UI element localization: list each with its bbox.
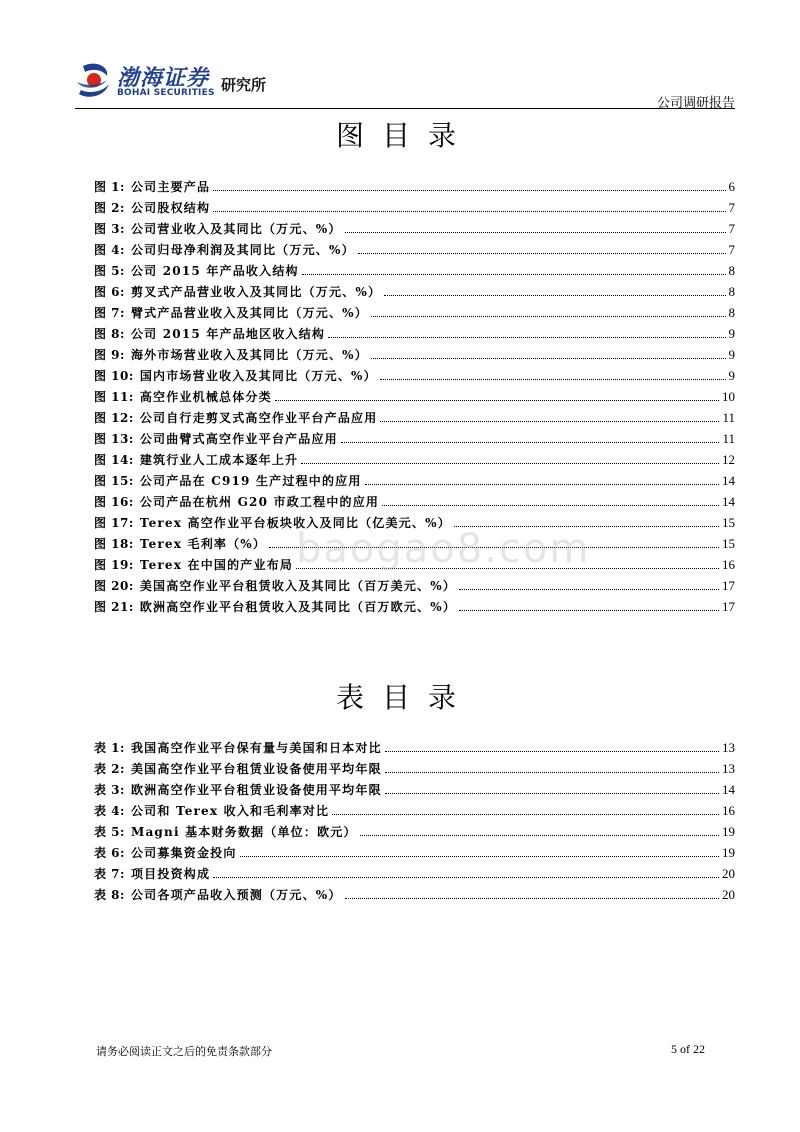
toc-entry-label: 表 1: [94, 741, 125, 755]
toc-entry-page: 7 [728, 200, 735, 215]
toc-entry-page: 20 [722, 866, 735, 881]
toc-entry-page: 15 [722, 536, 735, 551]
toc-entry-page: 8 [728, 263, 735, 278]
toc-entry[interactable] [94, 594, 735, 615]
toc-entry-page: 16 [722, 557, 735, 572]
toc-entry-text: Magni 基本财务数据（单位：欧元） [130, 825, 357, 839]
toc-entry-label: 图 17: [94, 516, 134, 530]
toc-entry-page: 20 [722, 887, 735, 902]
toc-entry-page: 14 [722, 782, 735, 797]
toc-entry[interactable] [94, 237, 735, 258]
report-type: 公司调研报告 [656, 96, 735, 111]
toc-entry-label: 图 15: [94, 474, 134, 488]
toc-entry-text: Terex 毛利率（%） [139, 537, 267, 551]
toc-entry-label: 图 8: [94, 327, 125, 341]
toc-entry-label: 图 11: [94, 390, 134, 404]
toc-entry[interactable] [94, 882, 735, 903]
toc-leader-dots [240, 856, 719, 857]
toc-leader-dots [302, 274, 726, 275]
toc-entry[interactable] [94, 756, 735, 777]
toc-entry-page: 6 [728, 179, 735, 194]
toc-entry-text: 海外市场营业收入及其同比（万元、%） [130, 348, 368, 362]
toc-entry-text: 公司股权结构 [130, 201, 211, 215]
toc-entry-text: 公司各项产品收入预测（万元、%） [130, 888, 342, 902]
toc-entry-page: 7 [728, 242, 735, 257]
toc-entry-page: 15 [722, 515, 735, 530]
toc-leader-dots [275, 400, 719, 401]
toc-leader-dots [358, 253, 726, 254]
toc-leader-dots [332, 814, 719, 815]
toc-entry-label: 图 14: [94, 453, 134, 467]
toc-entry-text: 公司曲臂式高空作业平台产品应用 [139, 432, 338, 446]
toc-leader-dots [213, 190, 725, 191]
logo-chinese-name: 渤海证券 [117, 66, 210, 91]
toc-entry-text: Terex 在中国的产业布局 [139, 558, 294, 572]
toc-entry[interactable] [94, 174, 735, 195]
toc-entry[interactable] [94, 321, 735, 342]
toc-entry[interactable] [94, 405, 735, 426]
toc-entry-text: 公司归母净利润及其同比（万元、%） [130, 243, 355, 257]
toc-entry-label: 表 5: [94, 825, 125, 839]
figures-toc-title: 图目录 [335, 119, 474, 152]
toc-entry-text: 欧洲高空作业平台租赁业设备使用平均年限 [130, 783, 382, 797]
toc-entry-text: 建筑行业人工成本逐年上升 [139, 453, 299, 467]
toc-entry-page: 19 [722, 845, 735, 860]
toc-leader-dots [371, 358, 726, 359]
tables-toc-title: 表目录 [335, 681, 474, 714]
toc-entry-text: 国内市场营业收入及其同比（万元、%） [139, 369, 377, 383]
toc-entry-page: 8 [728, 284, 735, 299]
toc-leader-dots [382, 505, 719, 506]
toc-leader-dots [341, 442, 720, 443]
toc-entry-page: 19 [722, 824, 735, 839]
toc-entry-page: 10 [722, 389, 735, 404]
toc-entry-page: 12 [722, 452, 735, 467]
toc-entry-label: 表 2: [94, 762, 125, 776]
toc-entry-label: 图 2: [94, 201, 125, 215]
toc-entry[interactable] [94, 342, 735, 363]
toc-leader-dots [385, 751, 719, 752]
toc-entry[interactable] [94, 573, 735, 594]
toc-entry[interactable] [94, 777, 735, 798]
toc-entry-page: 17 [722, 578, 735, 593]
report-header [75, 58, 735, 110]
toc-leader-dots [213, 877, 719, 878]
logo-english-name: BOHAI SECURITIES [117, 88, 215, 98]
toc-entry-text: Terex 高空作业平台板块收入及同比（亿美元、%） [139, 516, 451, 530]
toc-entry-label: 图 18: [94, 537, 134, 551]
institute-label: 研究所 [221, 76, 267, 94]
toc-entry-label: 表 4: [94, 804, 125, 818]
toc-leader-dots [385, 772, 719, 773]
toc-leader-dots [213, 211, 725, 212]
toc-entry-text: 美国高空作业平台租赁收入及其同比（百万美元、%） [139, 579, 457, 593]
toc-entry-text: 我国高空作业平台保有量与美国和日本对比 [130, 741, 382, 755]
toc-entry-label: 表 7: [94, 867, 125, 881]
toc-entry[interactable] [94, 798, 735, 819]
toc-entry-label: 图 20: [94, 579, 134, 593]
toc-entry-text: 公司 2015 年产品收入结构 [130, 264, 299, 278]
toc-entry-text: 公司主要产品 [130, 180, 211, 194]
toc-entry-page: 9 [728, 326, 735, 341]
watermark: baogao8.com [296, 526, 591, 572]
toc-entry-text: 美国高空作业平台租赁业设备使用平均年限 [130, 762, 382, 776]
toc-entry-page: 9 [728, 347, 735, 362]
toc-leader-dots [345, 898, 719, 899]
toc-entry-label: 图 10: [94, 369, 134, 383]
toc-entry-text: 高空作业机械总体分类 [139, 390, 272, 404]
toc-entry-label: 图 5: [94, 264, 125, 278]
toc-entry-page: 11 [722, 431, 735, 446]
toc-entry-page: 13 [722, 761, 735, 776]
toc-entry-text: 公司自行走剪叉式高空作业平台产品应用 [139, 411, 378, 425]
toc-entry-label: 图 3: [94, 222, 125, 236]
toc-entry-label: 图 12: [94, 411, 134, 425]
toc-leader-dots [345, 232, 726, 233]
toc-entry-page: 17 [722, 599, 735, 614]
toc-entry[interactable] [94, 300, 735, 321]
toc-entry[interactable] [94, 861, 735, 882]
toc-leader-dots [459, 610, 719, 611]
header-divider [75, 108, 735, 109]
tables-toc-list [94, 735, 735, 903]
toc-entry-label: 图 21: [94, 600, 134, 614]
toc-entry[interactable] [94, 468, 735, 489]
toc-entry-page: 8 [728, 305, 735, 320]
toc-entry[interactable] [94, 258, 735, 279]
toc-entry-label: 图 13: [94, 432, 134, 446]
toc-entry[interactable] [94, 489, 735, 510]
toc-entry-text: 公司募集资金投向 [130, 846, 237, 860]
toc-entry[interactable] [94, 384, 735, 405]
toc-entry-label: 图 1: [94, 180, 125, 194]
toc-entry[interactable] [94, 279, 735, 300]
toc-entry-text: 欧洲高空作业平台租赁收入及其同比（百万欧元、%） [139, 600, 457, 614]
toc-entry-label: 图 6: [94, 285, 125, 299]
toc-leader-dots [384, 295, 725, 296]
toc-entry[interactable] [94, 195, 735, 216]
toc-entry-label: 图 19: [94, 558, 134, 572]
toc-entry-text: 公司产品在杭州 G20 市政工程中的应用 [139, 495, 380, 509]
toc-entry-page: 9 [728, 368, 735, 383]
toc-entry-text: 项目投资构成 [130, 867, 211, 881]
toc-entry-page: 7 [728, 221, 735, 236]
toc-leader-dots [459, 589, 719, 590]
toc-entry-page: 14 [722, 494, 735, 509]
toc-entry-label: 表 3: [94, 783, 125, 797]
toc-leader-dots [380, 379, 726, 380]
toc-entry-text: 公司 2015 年产品地区收入结构 [130, 327, 326, 341]
toc-entry-label: 图 16: [94, 495, 134, 509]
toc-leader-dots [371, 316, 726, 317]
toc-entry-label: 图 7: [94, 306, 125, 320]
toc-entry-text: 臂式产品营业收入及其同比（万元、%） [130, 306, 368, 320]
toc-entry[interactable] [94, 840, 735, 861]
page-number: 5 of 22 [671, 1042, 705, 1056]
toc-leader-dots [365, 484, 719, 485]
footer-disclaimer: 请务必阅读正文之后的免责条款部分 [96, 1045, 272, 1058]
toc-entry-text: 公司产品在 C919 生产过程中的应用 [139, 474, 362, 488]
toc-leader-dots [380, 421, 719, 422]
toc-leader-dots [328, 337, 725, 338]
toc-leader-dots [301, 463, 719, 464]
toc-leader-dots [360, 835, 719, 836]
toc-entry-text: 公司营业收入及其同比（万元、%） [130, 222, 342, 236]
toc-entry[interactable] [94, 363, 735, 384]
toc-entry-label: 图 9: [94, 348, 125, 362]
toc-entry[interactable] [94, 447, 735, 468]
toc-entry[interactable] [94, 819, 735, 840]
toc-entry-label: 图 4: [94, 243, 125, 257]
toc-entry-text: 公司和 Terex 收入和毛利率对比 [130, 804, 330, 818]
toc-leader-dots [385, 793, 719, 794]
toc-entry[interactable] [94, 426, 735, 447]
toc-entry-page: 14 [722, 473, 735, 488]
toc-entry[interactable] [94, 216, 735, 237]
bohai-logo-icon [75, 60, 113, 100]
toc-entry-label: 表 6: [94, 846, 125, 860]
toc-entry-text: 剪叉式产品营业收入及其同比（万元、%） [130, 285, 382, 299]
toc-entry-page: 13 [722, 740, 735, 755]
toc-entry-page: 11 [722, 410, 735, 425]
toc-entry[interactable] [94, 735, 735, 756]
toc-entry-page: 16 [722, 803, 735, 818]
toc-entry-label: 表 8: [94, 888, 125, 902]
